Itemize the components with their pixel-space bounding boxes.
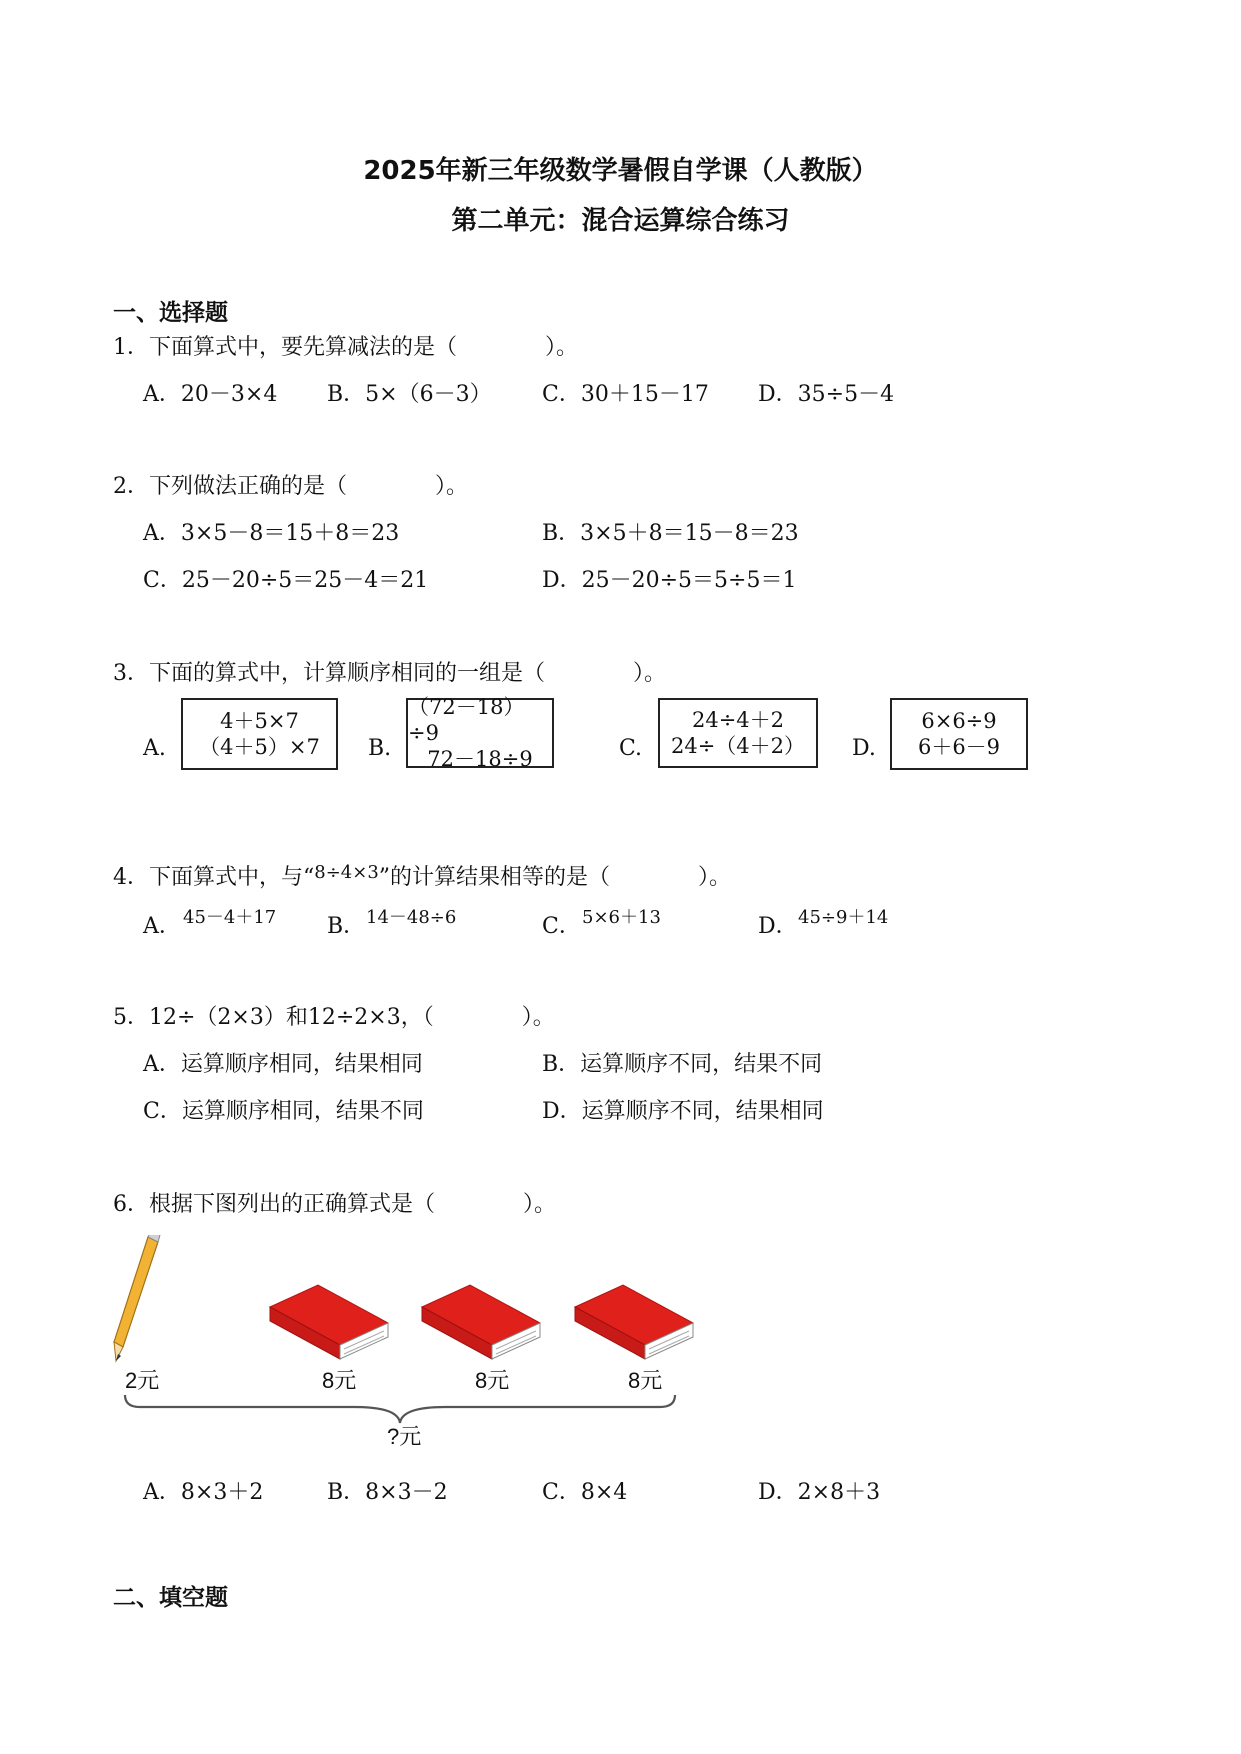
page-title: 2025年新三年级数学暑假自学课（人教版） (363, 156, 878, 186)
question-3-box-c (658, 698, 818, 768)
question-1-option-d: D．35÷5－4 (758, 382, 895, 407)
question-3-label-c: C. (619, 736, 643, 761)
question-1-option-c: C．30＋15－17 (542, 382, 709, 407)
question-2-option-c: C．25－20÷5＝25－4＝21 (143, 568, 429, 593)
box-c-line-2: 24÷（4＋2） (670, 734, 806, 758)
question-1-option-b: B．5×（6－3） (327, 382, 492, 407)
question-4-option-a-label: A． (143, 914, 181, 939)
question-1-option-a: A．20－3×4 (143, 382, 278, 407)
question-6-figure (110, 1235, 710, 1450)
box-d-line-2: 6＋6－9 (917, 735, 1001, 759)
question-1-stem: 1．下面算式中，要先算减法的是（ ）。 (113, 335, 578, 360)
question-3-box-a (181, 698, 338, 770)
question-4-stem-after: ”的计算结果相等的是（ ）。 (378, 865, 732, 890)
question-3-label-d: D. (852, 736, 876, 761)
question-5-option-a: A．运算顺序相同，结果相同 (143, 1052, 423, 1077)
box-d-line-1: 6×6÷9 (921, 709, 997, 733)
question-4-option-b-label: B． (327, 914, 366, 939)
question-4-option-d-expr: 45÷9＋14 (798, 907, 889, 928)
book-icon (422, 1285, 540, 1359)
book-price-2: 8元 (475, 1368, 510, 1393)
question-2-stem: 2．下列做法正确的是（ ）。 (113, 474, 468, 499)
box-b-line-2: 72－18÷9 (427, 747, 533, 771)
box-b-line-1: （72－18）÷9 (408, 695, 525, 745)
question-6-option-b: B．8×3－2 (327, 1480, 448, 1505)
question-4-option-c-expr: 5×6＋13 (582, 907, 661, 928)
question-3-box-d (890, 698, 1028, 770)
question-6-option-a: A．8×3＋2 (143, 1480, 264, 1505)
question-5-option-b: B．运算顺序不同，结果不同 (542, 1052, 823, 1077)
question-6-option-d: D．2×8＋3 (758, 1480, 881, 1505)
question-5-stem: 5．12÷（2×3）和12÷2×3，（ ）。 (113, 1005, 555, 1030)
book-price-3: 8元 (628, 1368, 663, 1393)
question-3-box-b (406, 695, 554, 771)
box-a-line-2: （4＋5）×7 (199, 735, 320, 759)
question-2-option-d: D．25－20÷5＝5÷5＝1 (542, 568, 797, 593)
question-3-label-b: B. (368, 736, 392, 761)
question-5-option-d: D．运算顺序不同，结果相同 (542, 1099, 824, 1124)
question-3-label-a: A. (143, 736, 166, 761)
question-4-expression: 8÷4×3 (314, 862, 379, 883)
section-heading-choice: 一、选择题 (113, 300, 228, 326)
pencil-icon (114, 1235, 160, 1361)
question-5-option-c: C．运算顺序相同，结果不同 (143, 1099, 424, 1124)
question-6-option-c: C．8×4 (542, 1480, 628, 1505)
box-a-line-1: 4＋5×7 (220, 709, 299, 733)
question-4-option-d-label: D． (758, 914, 798, 939)
question-4-option-b-expr: 14－48÷6 (366, 907, 457, 928)
question-2-option-b: B．3×5＋8＝15－8＝23 (542, 521, 799, 546)
book-icon (575, 1285, 693, 1359)
pencil-price: 2元 (125, 1368, 160, 1393)
book-icon (270, 1285, 388, 1359)
book-price-1: 8元 (322, 1368, 357, 1393)
question-4-option-a-expr: 45－4＋17 (183, 907, 277, 928)
question-4-stem (113, 860, 731, 891)
question-4-stem-before: 4．下面算式中，与“ (113, 865, 315, 890)
brace-icon (125, 1395, 675, 1423)
question-2-option-a: A．3×5－8＝15＋8＝23 (143, 521, 400, 546)
box-c-line-1: 24÷4＋2 (691, 708, 785, 732)
question-6-stem: 6．根据下图列出的正确算式是（ ）。 (113, 1192, 556, 1217)
section-heading-fill-blank: 二、填空题 (113, 1585, 228, 1611)
page-subtitle: 第二单元：混合运算综合练习 (451, 206, 790, 236)
total-price: ?元 (387, 1424, 422, 1449)
question-4-option-c-label: C． (542, 914, 581, 939)
question-3-stem: 3．下面的算式中，计算顺序相同的一组是（ ）。 (113, 661, 666, 686)
